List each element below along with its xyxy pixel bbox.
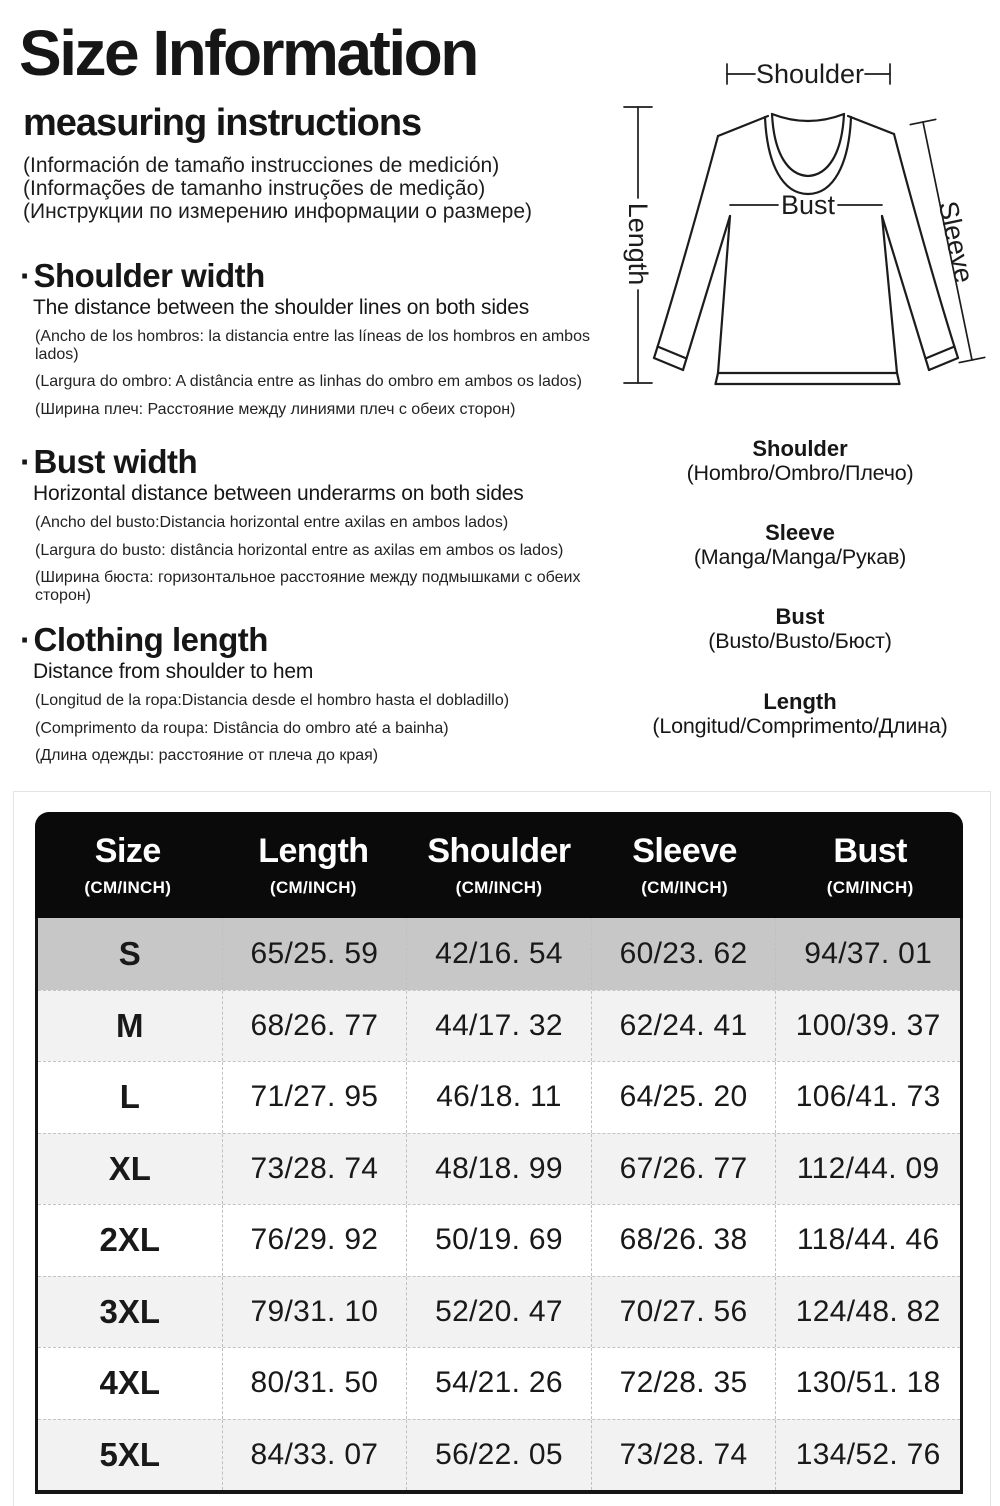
column-header-bust [777, 832, 963, 898]
column-unit: (CM/INCH) [826, 878, 914, 897]
cell-length: 71/27. 95 [223, 1062, 408, 1133]
cell-size: 5XL [38, 1420, 223, 1491]
column-unit: (CM/INCH) [84, 878, 172, 897]
title-translation-pt: (Informações de tamanho instruções de medição) [23, 177, 486, 200]
title-translation-es: (Información de tamaño instrucciones de medición) [23, 154, 500, 177]
section-translations [35, 514, 595, 604]
cell-length: 65/25. 59 [223, 918, 408, 990]
section-description: The distance between the shoulder lines on both sides [33, 296, 530, 319]
translation-pt: (Largura do busto: distância horizontal entre as axilas em ambos os lados) [35, 541, 564, 559]
table-row-5xl [38, 1419, 960, 1491]
column-header-sleeve [592, 832, 778, 898]
cell-length: 73/28. 74 [223, 1134, 408, 1205]
size-table [35, 812, 963, 1494]
cell-bust: 112/44. 09 [796, 1151, 940, 1185]
cell-shoulder: 50/19. 69 [407, 1205, 592, 1276]
translation-pt: (Largura do ombro: A distância entre as linhas do ombro em ambos os lados) [35, 373, 582, 390]
cell-sleeve: 73/28. 74 [592, 1420, 777, 1491]
translation-es: (Longitud de la ropa:Distancia desde el hombro hasta el dobladillo) [35, 692, 510, 709]
cell-sleeve: 68/26. 38 [592, 1205, 777, 1276]
cell-shoulder: 44/17. 32 [407, 991, 592, 1062]
cell-sleeve: 67/26. 77 [592, 1134, 777, 1205]
column-unit: (CM/INCH) [455, 878, 543, 897]
section-clothing-length [20, 622, 605, 775]
cell-size: XL [38, 1134, 223, 1205]
cell-shoulder: 52/20. 47 [407, 1277, 592, 1348]
cell-sleeve: 72/28. 35 [592, 1348, 777, 1419]
table-row-2xl [38, 1204, 960, 1276]
legend-term: Bust [775, 604, 825, 629]
table-row-3xl [38, 1276, 960, 1348]
column-label: Shoulder [427, 832, 571, 870]
legend-term: Sleeve [765, 520, 835, 545]
column-header-shoulder [406, 832, 592, 898]
cell-length: 80/31. 50 [223, 1348, 408, 1419]
section-heading-text: Shoulder width [33, 257, 265, 294]
cell-bust: 100/39. 37 [795, 1008, 941, 1042]
cell-length: 84/33. 07 [223, 1420, 408, 1491]
legend-term: Length [763, 689, 837, 714]
cell-shoulder: 42/16. 54 [407, 918, 592, 990]
legend-translation: (Busto/Busto/Бюст) [708, 629, 892, 653]
cell-bust: 130/51. 18 [795, 1366, 941, 1400]
column-header-length [221, 832, 407, 898]
measurement-lines [624, 64, 985, 383]
section-translations [35, 692, 595, 765]
section-description: Horizontal distance between underarms on both sides [33, 482, 524, 505]
table-row-s [38, 918, 960, 990]
section-heading-text: Clothing length [33, 621, 268, 658]
shirt-outline [654, 114, 958, 384]
legend-translation: (Longitud/Comprimento/Длина) [652, 714, 948, 738]
section-heading [20, 622, 605, 658]
table-row-l [38, 1061, 960, 1133]
cell-bust: 118/44. 46 [796, 1223, 940, 1257]
cell-size: M [38, 991, 223, 1062]
cell-sleeve: 60/23. 62 [592, 918, 777, 990]
size-table-body [35, 918, 963, 1494]
section-heading [20, 444, 605, 480]
translation-ru: (Длина одежды: расстояние от плеча до края) [35, 747, 379, 764]
diagram-bust-label: Bust [780, 190, 836, 220]
translation-pt: (Comprimento da roupa: Distância do ombro até a bainha) [35, 719, 449, 737]
page-title: Size Information [19, 17, 477, 89]
page-subtitle: measuring instructions [23, 102, 422, 144]
cell-bust: 134/52. 76 [795, 1437, 941, 1471]
cell-bust: 124/48. 82 [795, 1294, 941, 1328]
table-row-4xl [38, 1347, 960, 1419]
bullet-dot: · [20, 621, 31, 658]
cell-sleeve: 64/25. 20 [592, 1062, 777, 1133]
cell-size: S [38, 918, 223, 990]
column-label: Length [258, 832, 369, 870]
column-label: Sleeve [632, 832, 737, 870]
cell-length: 76/29. 92 [223, 1205, 408, 1276]
column-unit: (CM/INCH) [270, 878, 357, 897]
bullet-dot: · [20, 257, 31, 294]
legend-item-sleeve [605, 520, 995, 569]
section-translations [35, 328, 595, 418]
translation-es: (Ancho del busto:Distancia horizontal entre axilas en ambos lados) [35, 514, 509, 531]
column-header-size [35, 832, 221, 898]
title-translations [23, 154, 532, 223]
cell-sleeve: 62/24. 41 [592, 991, 777, 1062]
translation-ru: (Ширина плеч: Расстояние между линиями плеч с обеих сторон) [35, 400, 516, 418]
cell-length: 68/26. 77 [223, 991, 408, 1062]
diagram-sleeve-label: Sleeve [932, 198, 980, 286]
section-heading [20, 258, 605, 294]
legend-translation: (Hombro/Ombro/Плечо) [686, 461, 914, 485]
title-translation-ru: (Инструкции по измерению информации о размере) [23, 200, 533, 223]
cell-size: 2XL [38, 1205, 223, 1276]
cell-size: L [38, 1062, 223, 1133]
section-description: Distance from shoulder to hem [33, 660, 314, 683]
translation-ru: (Ширина бюста: горизонтальное расстояние между подмышками с обеих сторон) [35, 569, 581, 604]
legend-term: Shoulder [752, 436, 848, 461]
cell-bust: 106/41. 73 [795, 1080, 941, 1114]
translation-es: (Ancho de los hombros: la distancia entre las líneas de los hombros en ambos lados) [35, 328, 590, 363]
cell-shoulder: 48/18. 99 [407, 1134, 592, 1205]
size-table-header [35, 812, 963, 918]
cell-bust: 94/37. 01 [804, 936, 933, 970]
section-shoulder-width [20, 258, 605, 428]
cell-size: 3XL [38, 1277, 223, 1348]
cell-size: 4XL [38, 1348, 223, 1419]
column-label: Size [94, 832, 161, 870]
diagram-shoulder-label: Shoulder [755, 59, 865, 89]
legend-item-bust [605, 604, 995, 653]
column-label: Bust [833, 832, 907, 870]
bullet-dot: · [20, 443, 31, 480]
cell-shoulder: 54/21. 26 [407, 1348, 592, 1419]
table-row-m [38, 990, 960, 1062]
table-row-xl [38, 1133, 960, 1205]
legend-item-shoulder [605, 436, 995, 485]
diagram-length-label: Length [623, 202, 653, 286]
cell-length: 79/31. 10 [223, 1277, 408, 1348]
cell-shoulder: 46/18. 11 [407, 1062, 592, 1133]
cell-shoulder: 56/22. 05 [407, 1420, 592, 1491]
section-heading-text: Bust width [33, 443, 198, 480]
section-bust-width [20, 444, 605, 614]
legend-translation: (Manga/Manga/Рукав) [693, 545, 907, 569]
cell-sleeve: 70/27. 56 [592, 1277, 777, 1348]
legend-item-length [605, 689, 995, 738]
shirt-measurement-diagram [600, 22, 1000, 452]
column-unit: (CM/INCH) [641, 878, 728, 897]
